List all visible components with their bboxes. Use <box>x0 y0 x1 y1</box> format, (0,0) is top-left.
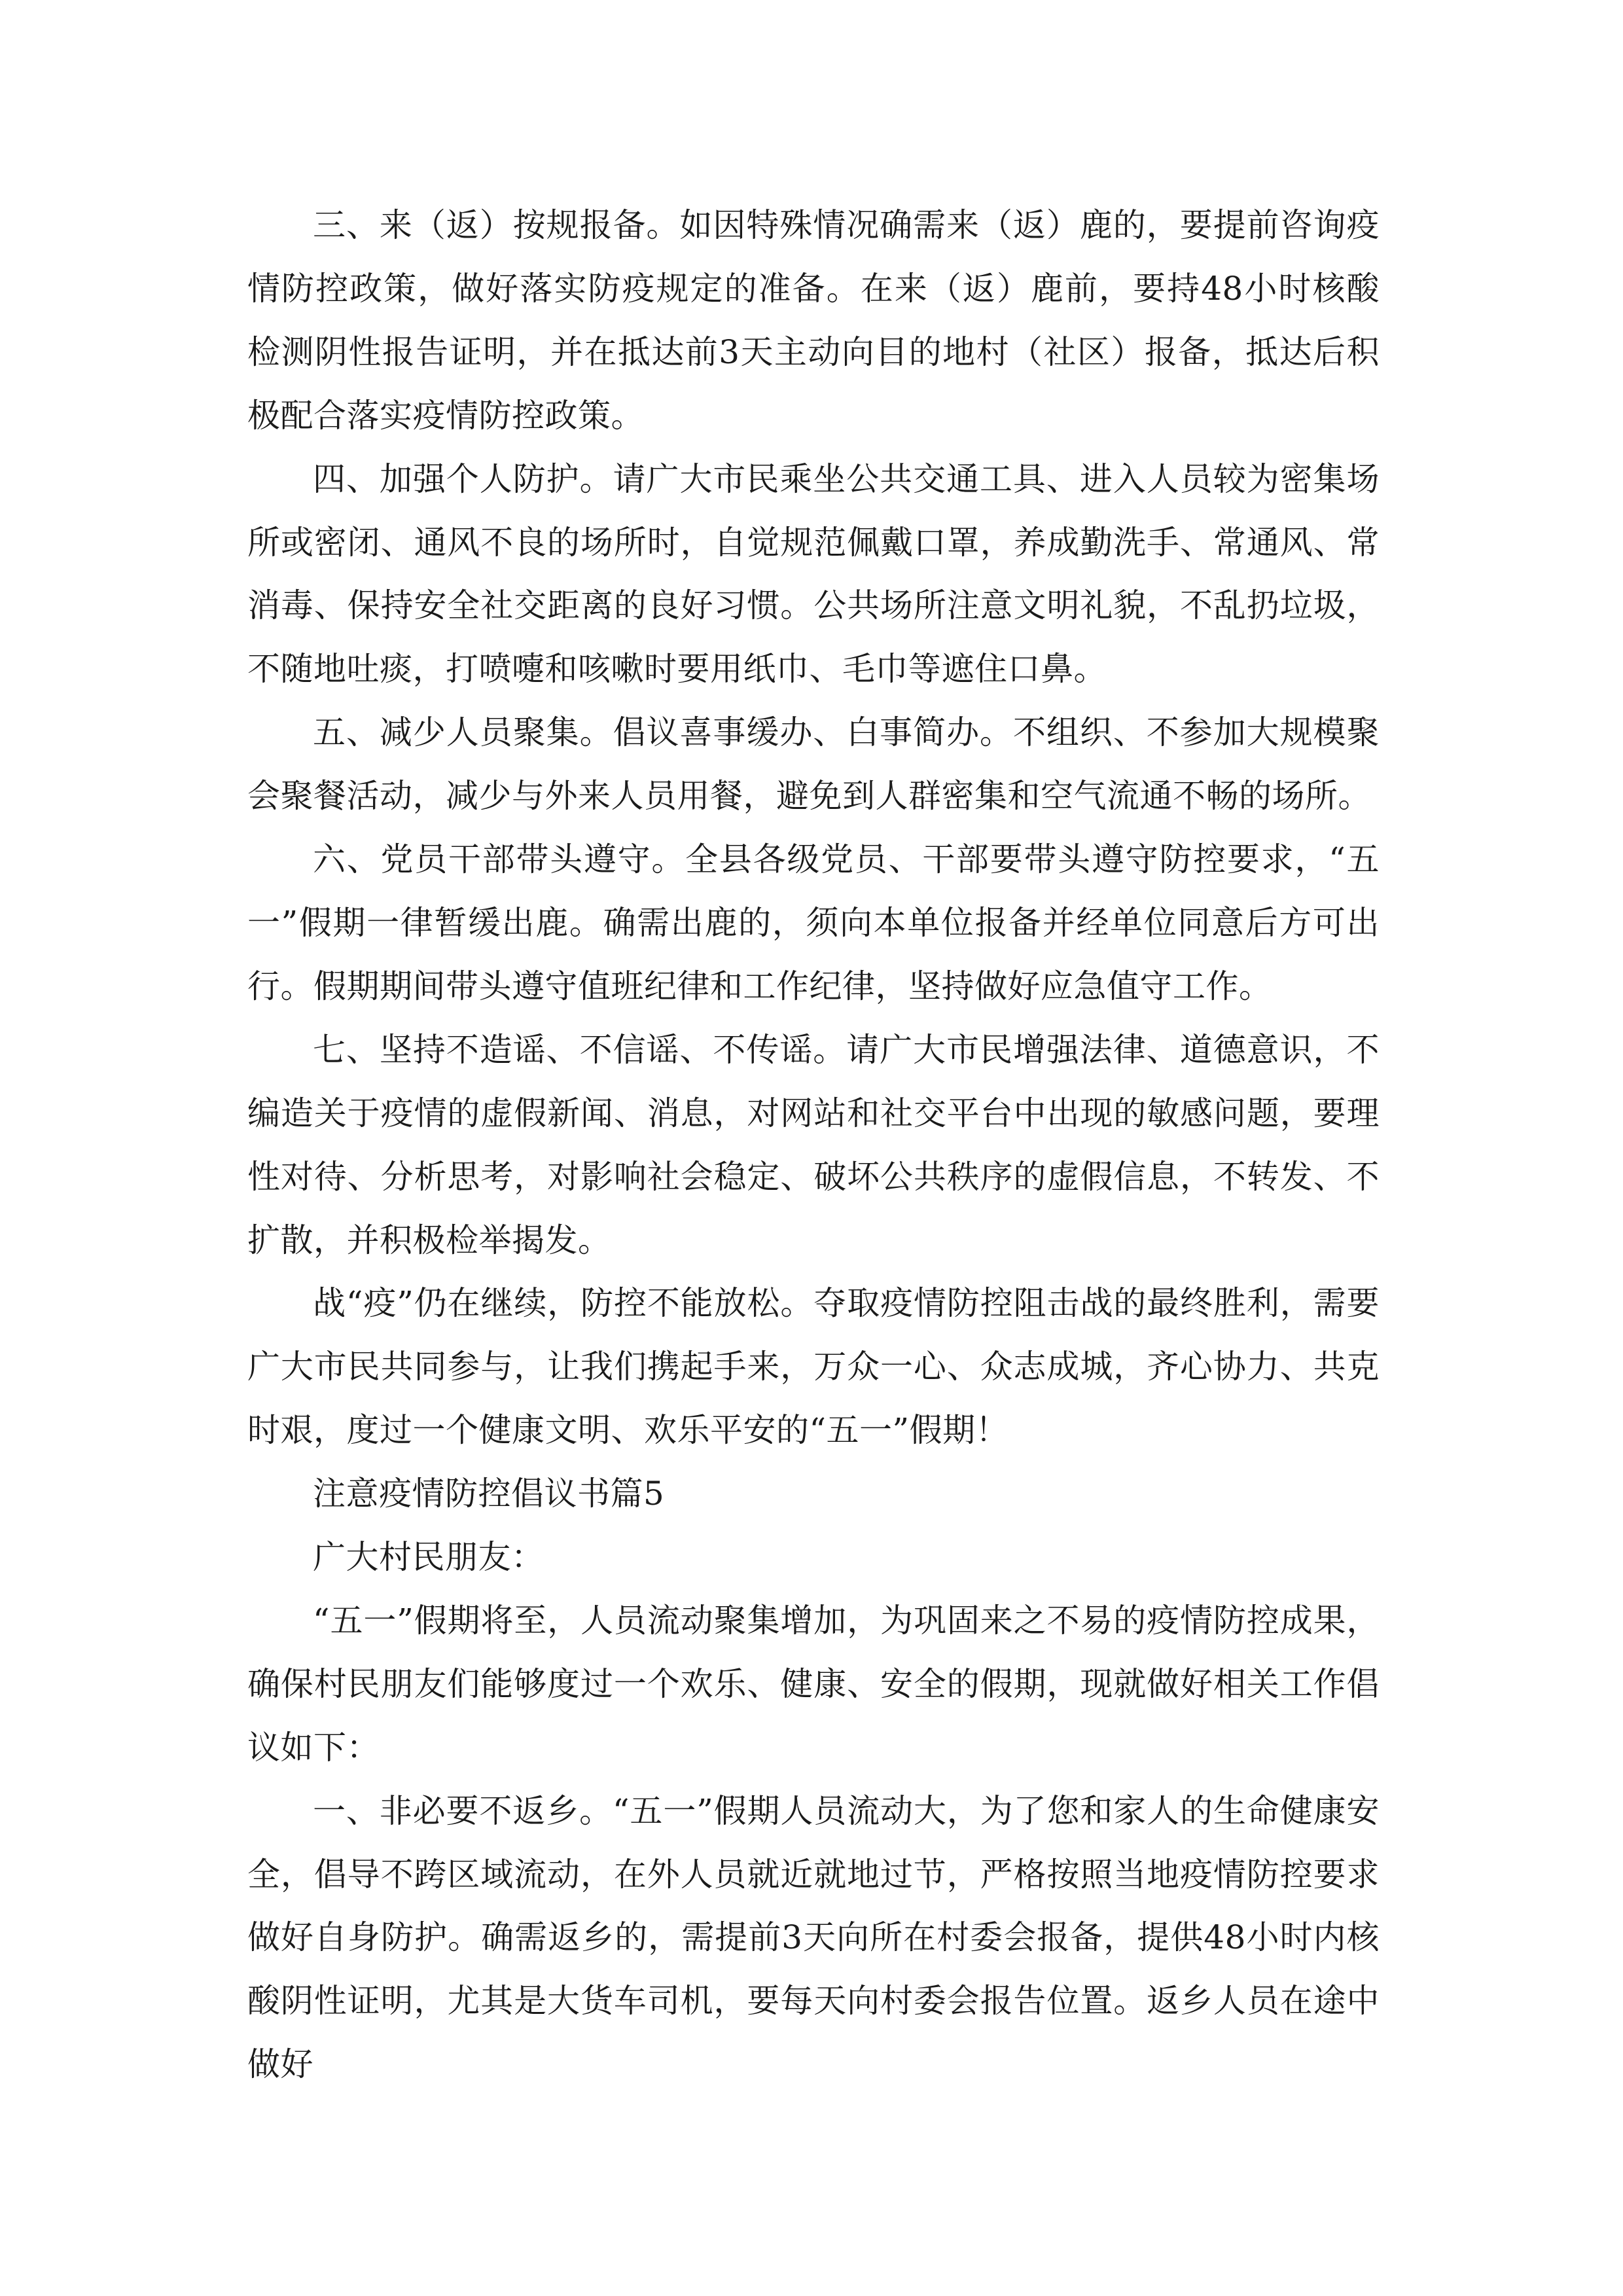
body-text <box>247 194 1380 2096</box>
salutation: 广大村民朋友： <box>313 1538 544 1577</box>
section-heading: 注意疫情防控倡议书篇5 <box>313 1475 665 1513</box>
paragraph-item-3: 三、来（返）按规报备。如因特殊情况确需来（返）鹿的，要提前咨询疫情防控政策，做好落实防疫规定的准备。在来（返）鹿前，要持48小时核酸检测阴性报告证明，并在抵达前3天主动向目的地村（社区）报备，抵达后积极配合落实疫情防控政策。 <box>247 206 1380 435</box>
paragraph-intro: “五一”假期将至，人员流动聚集增加，为巩固来之不易的疫情防控成果，确保村民朋友们能够度过一个欢乐、健康、安全的假期，现就做好相关工作倡议如下： <box>247 1601 1380 1767</box>
paragraph-item-5: 五、减少人员聚集。倡议喜事缓办、白事简办。不组织、不参加大规模聚会聚餐活动，减少与外来人员用餐，避免到人群密集和空气流通不畅的场所。 <box>247 713 1380 816</box>
paragraph-item-6: 六、党员干部带头遵守。全县各级党员、干部要带头遵守防控要求，“五一”假期一律暂缓出鹿。确需出鹿的，须向本单位报备并经单位同意后方可出行。假期期间带头遵守值班纪律和工作纪律，坚持做好应急值守工作。 <box>247 840 1380 1005</box>
paragraph-item-1: 一、非必要不返乡。“五一”假期人员流动大，为了您和家人的生命健康安全，倡导不跨区域流动，在外人员就近就地过节，严格按照当地疫情防控要求做好自身防护。确需返乡的，需提前3天向所在村委会报备，提供48小时内核酸阴性证明，尤其是大货车司机，要每天向村委会报告位置。返乡人员在途中做好 <box>247 1791 1380 2084</box>
paragraph-item-4: 四、加强个人防护。请广大市民乘坐公共交通工具、进入人员较为密集场所或密闭、通风不良的场所时，自觉规范佩戴口罩，养成勤洗手、常通风、常消毒、保持安全社交距离的良好习惯。公共场所注意文明礼貌，不乱扔垃圾，不随地吐痰，打喷嚏和咳嗽时要用纸巾、毛巾等遮住口鼻。 <box>247 459 1380 689</box>
paragraph-closing: 战“疫”仍在继续，防控不能放松。夺取疫情防控阻击战的最终胜利，需要广大市民共同参与，让我们携起手来，万众一心、众志成城，齐心协力、共克时艰，度过一个健康文明、欢乐平安的“五一”假期！ <box>247 1284 1380 1450</box>
paragraph-item-7: 七、坚持不造谣、不信谣、不传谣。请广大市民增强法律、道德意识，不编造关于疫情的虚假新闻、消息，对网站和社交平台中出现的敏感问题，要理性对待、分析思考，对影响社会稳定、破坏公共秩序的虚假信息，不转发、不扩散，并积极检举揭发。 <box>247 1030 1380 1259</box>
